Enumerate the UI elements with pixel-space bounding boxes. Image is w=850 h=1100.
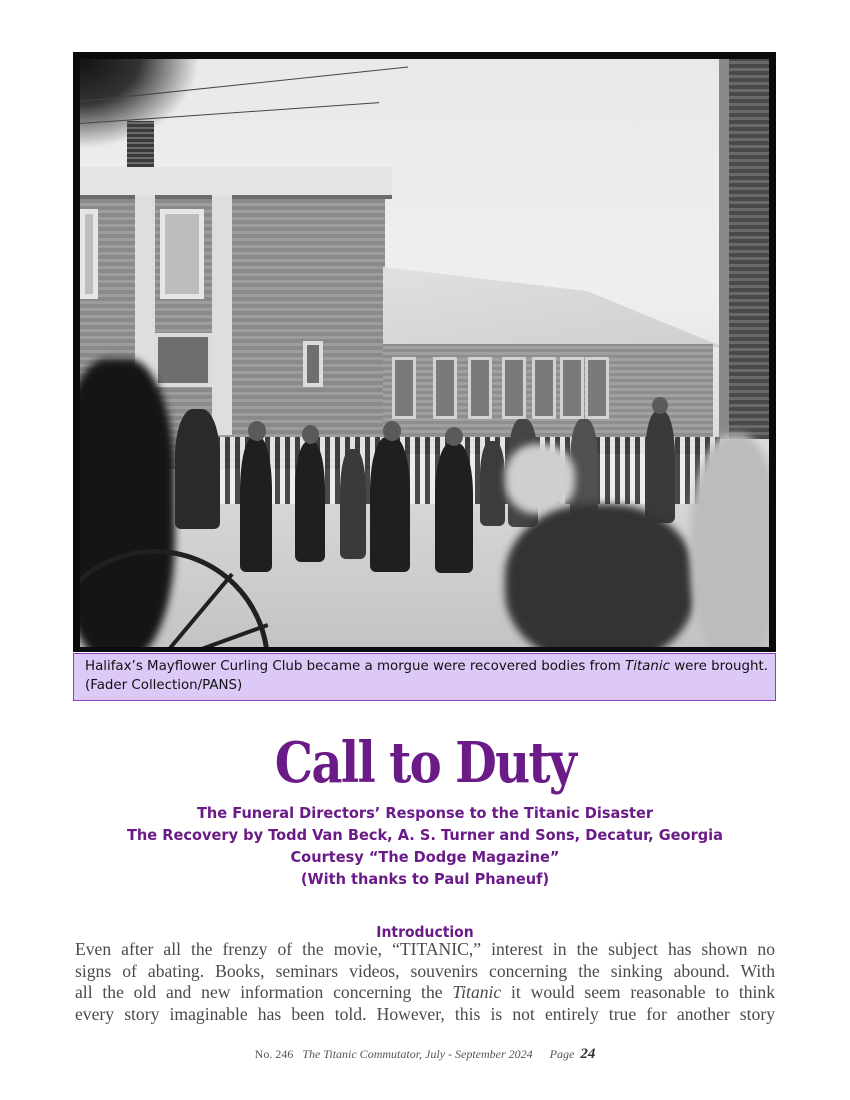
body-text: Even after all the frenzy of the movie, “TITANIC,” interest in the subject has shown no [75, 939, 775, 959]
body-text: every story imaginable has been told. However, this is not entirely true for another story [75, 1003, 775, 1024]
magazine-title: The Titanic Commutator, July - September 2024 [302, 1047, 533, 1061]
photo-person-head [652, 397, 668, 414]
body-line [75, 1004, 775, 1026]
photo-person [435, 443, 473, 573]
photo-blurred-hat [505, 444, 575, 514]
photo-window [560, 357, 584, 419]
body-italic-ship-name: Titanic [452, 982, 502, 1003]
caption-text: Halifax’s Mayflower Curling Club became a morgue were recovered bodies from [85, 659, 626, 674]
photo-horse [175, 409, 220, 529]
photo-window [154, 333, 212, 387]
photo-caption [73, 653, 776, 701]
historical-photo [80, 59, 769, 647]
caption-credit: (Fader Collection/PANS) [85, 678, 243, 693]
photo-person-head [302, 425, 319, 444]
photo-window [585, 357, 609, 419]
photo-window [160, 209, 204, 299]
photo-building-cornice [80, 167, 392, 199]
photo-person [340, 449, 366, 559]
photo-person [645, 411, 675, 523]
photo-window [392, 357, 416, 419]
photo-window [80, 209, 98, 299]
article-courtesy: Courtesy “The Dodge Magazine” [290, 848, 560, 866]
photo-person [240, 437, 272, 572]
article-subtitles [0, 802, 850, 890]
page-number: 24 [580, 1046, 596, 1062]
issue-number: No. 246 [254, 1047, 294, 1061]
photo-person-head [248, 421, 266, 441]
photo-pilaster [212, 195, 232, 435]
caption-text: were brought. [669, 659, 769, 674]
body-text: it would seem reasonable to think [501, 982, 776, 1003]
body-text: signs of abating. Books, seminars videos, souvenirs concerning the sinking abound. With [75, 960, 775, 981]
caption-italic-ship-name: Titanic [625, 659, 670, 674]
photo-window [303, 341, 323, 387]
photo-person [480, 441, 505, 526]
photo-shed-roof [383, 267, 723, 347]
article-title: Call to Duty [274, 730, 576, 796]
body-line [75, 961, 775, 983]
body-text: all the old and new information concerning the [75, 982, 453, 1003]
body-line [75, 982, 775, 1004]
photo-person-head [383, 421, 401, 441]
article-photo-frame [73, 52, 776, 652]
photo-window [532, 357, 556, 419]
page-label: Page [549, 1047, 575, 1061]
page-footer [0, 1046, 850, 1063]
photo-person [295, 442, 325, 562]
photo-window [433, 357, 457, 419]
article-body [75, 939, 775, 1025]
photo-window [502, 357, 526, 419]
photo-blurred-figure [690, 434, 769, 647]
photo-blurred-figure [505, 504, 695, 647]
photo-person [370, 437, 410, 572]
photo-right-building-trim [719, 59, 729, 439]
caption-line-1 [85, 657, 775, 676]
section-heading-introduction: Introduction [376, 923, 474, 941]
body-line [75, 939, 775, 961]
article-byline: The Recovery by Todd Van Beck, A. S. Turner and Sons, Decatur, Georgia [126, 826, 724, 844]
article-subtitle: The Funeral Directors’ Response to the Titanic Disaster [196, 804, 654, 822]
photo-person-head [445, 427, 463, 446]
article-thanks: (With thanks to Paul Phaneuf) [300, 870, 550, 888]
photo-window [468, 357, 492, 419]
